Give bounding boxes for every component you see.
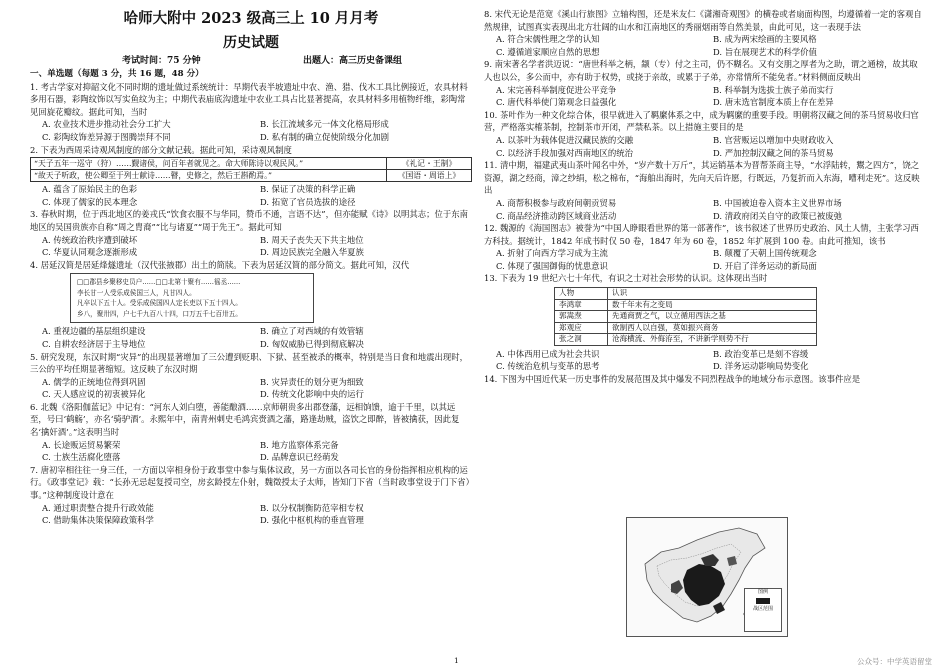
question-stem: 4. 居延汉简是居延烽燧遗址（汉代张掖郡）出土的简牍。下表为居延汉简的部分简文。据此可知，汉代 [30, 259, 410, 270]
question-options [30, 439, 472, 464]
option-a: A. 通过职责整合提升行政效能 [42, 502, 154, 513]
option-a: A. 长途贩运贸易繁荣 [42, 439, 121, 450]
bamboo-slip-box [70, 273, 314, 323]
option-b: B. 科举制为选拔士族子弟而实行 [713, 84, 834, 95]
question-options [484, 247, 924, 272]
question-stem: 13. 下表为 19 世纪六七十年代，有识之士对社会形势的认识。这体现出当时 [484, 273, 768, 284]
section-heading: 一、单选题（每题 3 分，共 16 题，48 分） [30, 69, 204, 79]
option-a: A. 以茶叶为载体促进汉藏民族的交融 [496, 134, 633, 145]
option-a: A. 符合宋儒性理之学的认知 [496, 34, 600, 45]
question-stem: 10. 茶叶作为一种文化综合体，很早就进入了羁縻体系之中，成为羁縻的重要手段。明朝将汉藏之间的茶马贸易收归官营，严格落实榷茶制，控制茶市开闭，严禁私茶。以上措施主要目的是 [484, 109, 919, 133]
option-a: A. 商帮积极参与政府间朝贡贸易 [496, 197, 617, 208]
option-c: C. 彩陶纹饰差异源于图腾崇拜不同 [42, 131, 171, 142]
option-a: A. 中体西用已成为社会共识 [496, 348, 600, 359]
question-stem: 2. 下表为西周采诗观风制度的部分文献记载。据此可知，采诗观风制度 [30, 144, 292, 155]
option-c: C. 士族生活腐化堕落 [42, 452, 121, 463]
slip-text: □□郡县乡聚移史员户……□□北第十聚有……徭丞…… [77, 278, 241, 287]
question-3 [30, 208, 472, 258]
option-d: D. 严加控制汉藏之间的茶马贸易 [713, 147, 834, 158]
watermark-text: 公众号：中学英语留堂 [857, 657, 932, 666]
option-b: B. 地方监察体系完备 [260, 439, 339, 450]
legend-title: 图例 [757, 589, 768, 595]
left-column [30, 8, 472, 527]
slip-text: 凡卒以下五十人。受乐成侯国四人定长吏以下五十四人。 [77, 299, 242, 308]
opinion-table [554, 287, 817, 346]
option-c: C. 以经济手段加强对西南地区的统治 [496, 147, 634, 158]
question-8 [484, 8, 924, 58]
option-c: C. 体现了儒家的民本理念 [42, 196, 138, 207]
option-b: B. 长江流域多元一体文化格局形成 [260, 119, 389, 130]
question-options [484, 84, 924, 109]
option-b: B. 以分权制衡防范宰相专权 [260, 502, 364, 513]
table-cell: 欲制西人以自强，莫如振兴商务 [608, 322, 817, 334]
question-1 [30, 81, 472, 144]
question-options [484, 33, 924, 58]
source-text: “故天子听政，使公卿至于列士献诗……瞽，史修之，然后王斟酌焉。” [31, 170, 387, 182]
table-row [555, 322, 817, 334]
option-d: D. 清政府闭关自守的政策已被废弛 [713, 210, 842, 221]
question-options [30, 183, 472, 208]
page-number: 1 [454, 656, 459, 665]
question-stem: 7. 唐初宰相往往一身三任，一方面以宰相身份于政事堂中参与集体议政，另一方面以各司长官的身份指挥相应机构的运行。《政事堂记》载：“长孙无忌起复授司空，房玄龄授左仆射，魏徵授太子太师，皆知门下省（当时政事堂设于门下省）事。”这种制度设计意在 [30, 464, 470, 501]
question-2 [30, 144, 472, 209]
table-cell: 先通商贾之气，以立循用西法之基 [608, 311, 817, 323]
question-options [30, 325, 472, 350]
table-cell: 郑观应 [555, 322, 608, 334]
question-options [484, 348, 924, 373]
option-a: A. 儒学的正统地位得到巩固 [42, 376, 146, 387]
option-c: C. 商品经济推动跨区域商业活动 [496, 210, 617, 221]
table-header-row [555, 288, 817, 300]
question-options [30, 118, 472, 143]
option-a: A. 折射了向西方学习成为主流 [496, 248, 608, 259]
option-d: D. 匈奴威胁已得到彻底解决 [260, 338, 364, 349]
table-cell: 张之洞 [555, 334, 608, 346]
slip-text: 乡八，聚卅四，户七千九百八十四，口万五千七百卅五。 [77, 309, 242, 318]
option-b: B. 灾异责任的划分更为细致 [260, 376, 364, 387]
option-c: C. 自耕农经济居于主导地位 [42, 338, 146, 349]
question-stem: 1. 考古学家对抑韶文化不同时期的遗址做过系统统计：早期代表半坡遗址中农、渔、猎、伐木工具比例接近，农具材料多用石器，彩陶纹饰以写实鱼纹为主；中期代表庙底沟遗址中农业工具占比显著提高，农具材料多用植物纤维，彩陶常见回旋花瓣纹。据此可知，当时 [30, 81, 468, 117]
source-row [31, 158, 472, 170]
table-cell: 郭嵩焘 [555, 311, 608, 323]
option-b: B. 政治变革已是刻不容缓 [713, 348, 809, 359]
option-d: D. 开启了洋务运动的新局面 [713, 260, 817, 271]
option-b: B. 官营贩运以增加中央财政收入 [713, 134, 834, 145]
question-10 [484, 109, 924, 159]
option-b: B. 保证了决策的科学正确 [260, 184, 356, 195]
option-d: D. 品牌意识已经萌发 [260, 452, 339, 463]
table-cell: 数千年未有之变局 [608, 299, 817, 311]
option-d: D. 唐末选官制度本质上存在差异 [713, 97, 834, 108]
question-stem: 12. 魏源的《海国图志》被誉为“中国人睁眼看世界的第一部著作”，该书叙述了世界历史政治、风土人情，主张学习西方科技。据统计，1842 年成书时仅 50 卷，1847 年为 60 卷，1852 年扩展到 100 卷。由此可推知，该书 [484, 223, 919, 246]
exam-subject: 历史试题 [223, 35, 279, 51]
question-stem: 8. 宋代无论是范宽《溪山行旅图》立轴构图，还是米友仁《潇湘奇观图》的横卷或者扇面构图，均遵循着一定的客观自然规律，试图真实表现出北方壮阔的山水和江南地区的秀丽烟雨等自然美景，由此可见，这一表现手法 [484, 9, 922, 32]
option-c: C. 天人感应说的初衷被异化 [42, 389, 146, 400]
table-cell: 沧海横流、外侮洊至，不讲新学则势不行 [608, 334, 817, 346]
question-5 [30, 351, 472, 401]
question-7 [30, 464, 472, 527]
option-a: A. 传统政治秩序遭到破坏 [42, 234, 138, 245]
question-stem: 3. 春秋时期，位于西北地区的姜戎氏“饮食衣服不与华同，赞币不通，言语不达”，但亦能赋《诗》以明其志；位于东南地区的吴国贵族亦自称“周之胄裔”“比与诸夏”“周于先王”。据此可知 [30, 209, 468, 232]
question-stem: 9. 南宋著名学者洪迈说：“唐世科举之柄，颛（专）付之主司，仍不糊名。又有交朋之厚者为之助，谓之通榜，故其取人也以公，多公而中，亦有助于权势，或挠于亲故，或累于子弟，亦常情所不能免者。”材料侧面反映出 [484, 59, 918, 82]
exam-meta [30, 54, 472, 68]
option-a: A. 重视边疆的基层组织建设 [42, 326, 146, 337]
option-d: D. 洋务运动影响局势变化 [713, 361, 809, 372]
question-14 [484, 373, 924, 386]
map-legend [744, 588, 782, 632]
option-c: C. 唐代科举使门第观念日益强化 [496, 97, 617, 108]
question-stem: 6. 北魏《洛阳伽蓝记》中记有：“河东人刘白堕，善能酿酒……京师朝贵多出郡登藩，远相饷馈，逾于千里，以其远至，号曰‘鹤觞’，亦名‘骑驴酒’。永熙年中，南青州刺史毛鸿宾赍酒之藩，路逢劫贼，盗饮之即醉，皆被擒获，因此复名‘擒奸酒’。”这表明当时 [30, 401, 460, 438]
question-options [30, 376, 472, 401]
question-stem: 14. 下图为中国近代某一历史事件的发展范围及其中爆发不同烈程战争的地域分布示意图。该事件应是 [484, 373, 861, 384]
option-b: B. 确立了对西域的有效管辖 [260, 326, 364, 337]
table-header: 认识 [608, 288, 817, 300]
question-options [30, 234, 472, 259]
question-11 [484, 159, 924, 222]
table-header: 人物 [555, 288, 608, 300]
option-d: D. 周边民族完全融入华夏族 [260, 247, 364, 258]
source-table [30, 157, 472, 182]
source-ref: 《国语・周语上》 [387, 170, 472, 182]
exam-time: 考试时间：75 分钟 [122, 56, 201, 66]
option-a: A. 宋完善科举制度促进公平竞争 [496, 84, 617, 95]
option-c: C. 华夏认同观念逐渐形成 [42, 247, 138, 258]
exam-title: 哈师大附中 2023 级高三上 10 月月考 [123, 10, 379, 27]
option-b: B. 成为两宋绘画的主要风格 [713, 34, 817, 45]
source-ref: 《礼记・王制》 [387, 158, 472, 170]
legend-swatch [756, 598, 770, 604]
table-row [555, 299, 817, 311]
legend-label: 战区范围 [752, 606, 773, 612]
right-column [484, 8, 924, 385]
question-options [484, 197, 924, 222]
table-row [555, 311, 817, 323]
option-b: B. 颠覆了天朝上国传统观念 [713, 248, 817, 259]
option-c: C. 传统治危机与变革的思考 [496, 361, 600, 372]
question-stem: 5. 研究发现，东汉时期“灾异”的出现显著增加了三公遭到贬职、下狱、甚至被杀的概率，特别是当日食和地震出现时，三公的平均任期显著缩短。这反映了东汉时期 [30, 351, 468, 375]
table-row [555, 334, 817, 346]
question-4 [30, 259, 472, 351]
option-c: C. 借助集体决策保障政策科学 [42, 515, 154, 526]
option-a: A. 农业技术进步推动社会分工扩大 [42, 119, 171, 130]
option-b: B. 周天子丧失天下共主地位 [260, 234, 364, 245]
question-stem: 11. 清中期，福建武夷山茶叶闻名中外，“岁产数十万斤”，其运销基本为晋帮茶商主导，“水浮陆转，鬻之四方”，饶之资源，湖之经商，漳之纱绢，松之棉布，“海舶出海时，先向天后许愿，行既远，乃复折而入东海，嘈利走死”。这反映出 [484, 160, 920, 196]
option-c: C. 遵循道家顺应自然的思想 [496, 46, 600, 57]
question-12 [484, 222, 924, 272]
exam-author: 出题人：高三历史备课组 [302, 56, 402, 66]
question-9 [484, 58, 924, 108]
option-d: D. 传统文化影响中央的运行 [260, 389, 364, 400]
option-c: C. 体现了强国御侮的忧患意识 [496, 260, 608, 271]
option-d: D. 拓宽了官员选拔的途径 [260, 196, 356, 207]
option-a: A. 蕴含了原始民主的色彩 [42, 184, 138, 195]
option-d: D. 强化中枢机构的垂直管理 [260, 515, 364, 526]
table-cell: 李鸿章 [555, 299, 608, 311]
slip-text: 李长甘一人受乐成侯国三人，凡甘四人。 [77, 288, 196, 297]
question-13 [484, 272, 924, 372]
question-options [484, 134, 924, 159]
source-row [31, 170, 472, 182]
option-d: D. 旨在展现艺术的科学价值 [713, 46, 817, 57]
option-d: D. 私有制的确立促使阶级分化加剧 [260, 131, 389, 142]
question-options [30, 502, 472, 527]
option-b: B. 中国被迫卷入资本主义世界市场 [713, 197, 842, 208]
question-6 [30, 401, 472, 464]
source-text: “天子五年一巡守（狩）……觐诸侯，问百年者就见之。命大师陈诗以观民风。” [31, 158, 387, 170]
